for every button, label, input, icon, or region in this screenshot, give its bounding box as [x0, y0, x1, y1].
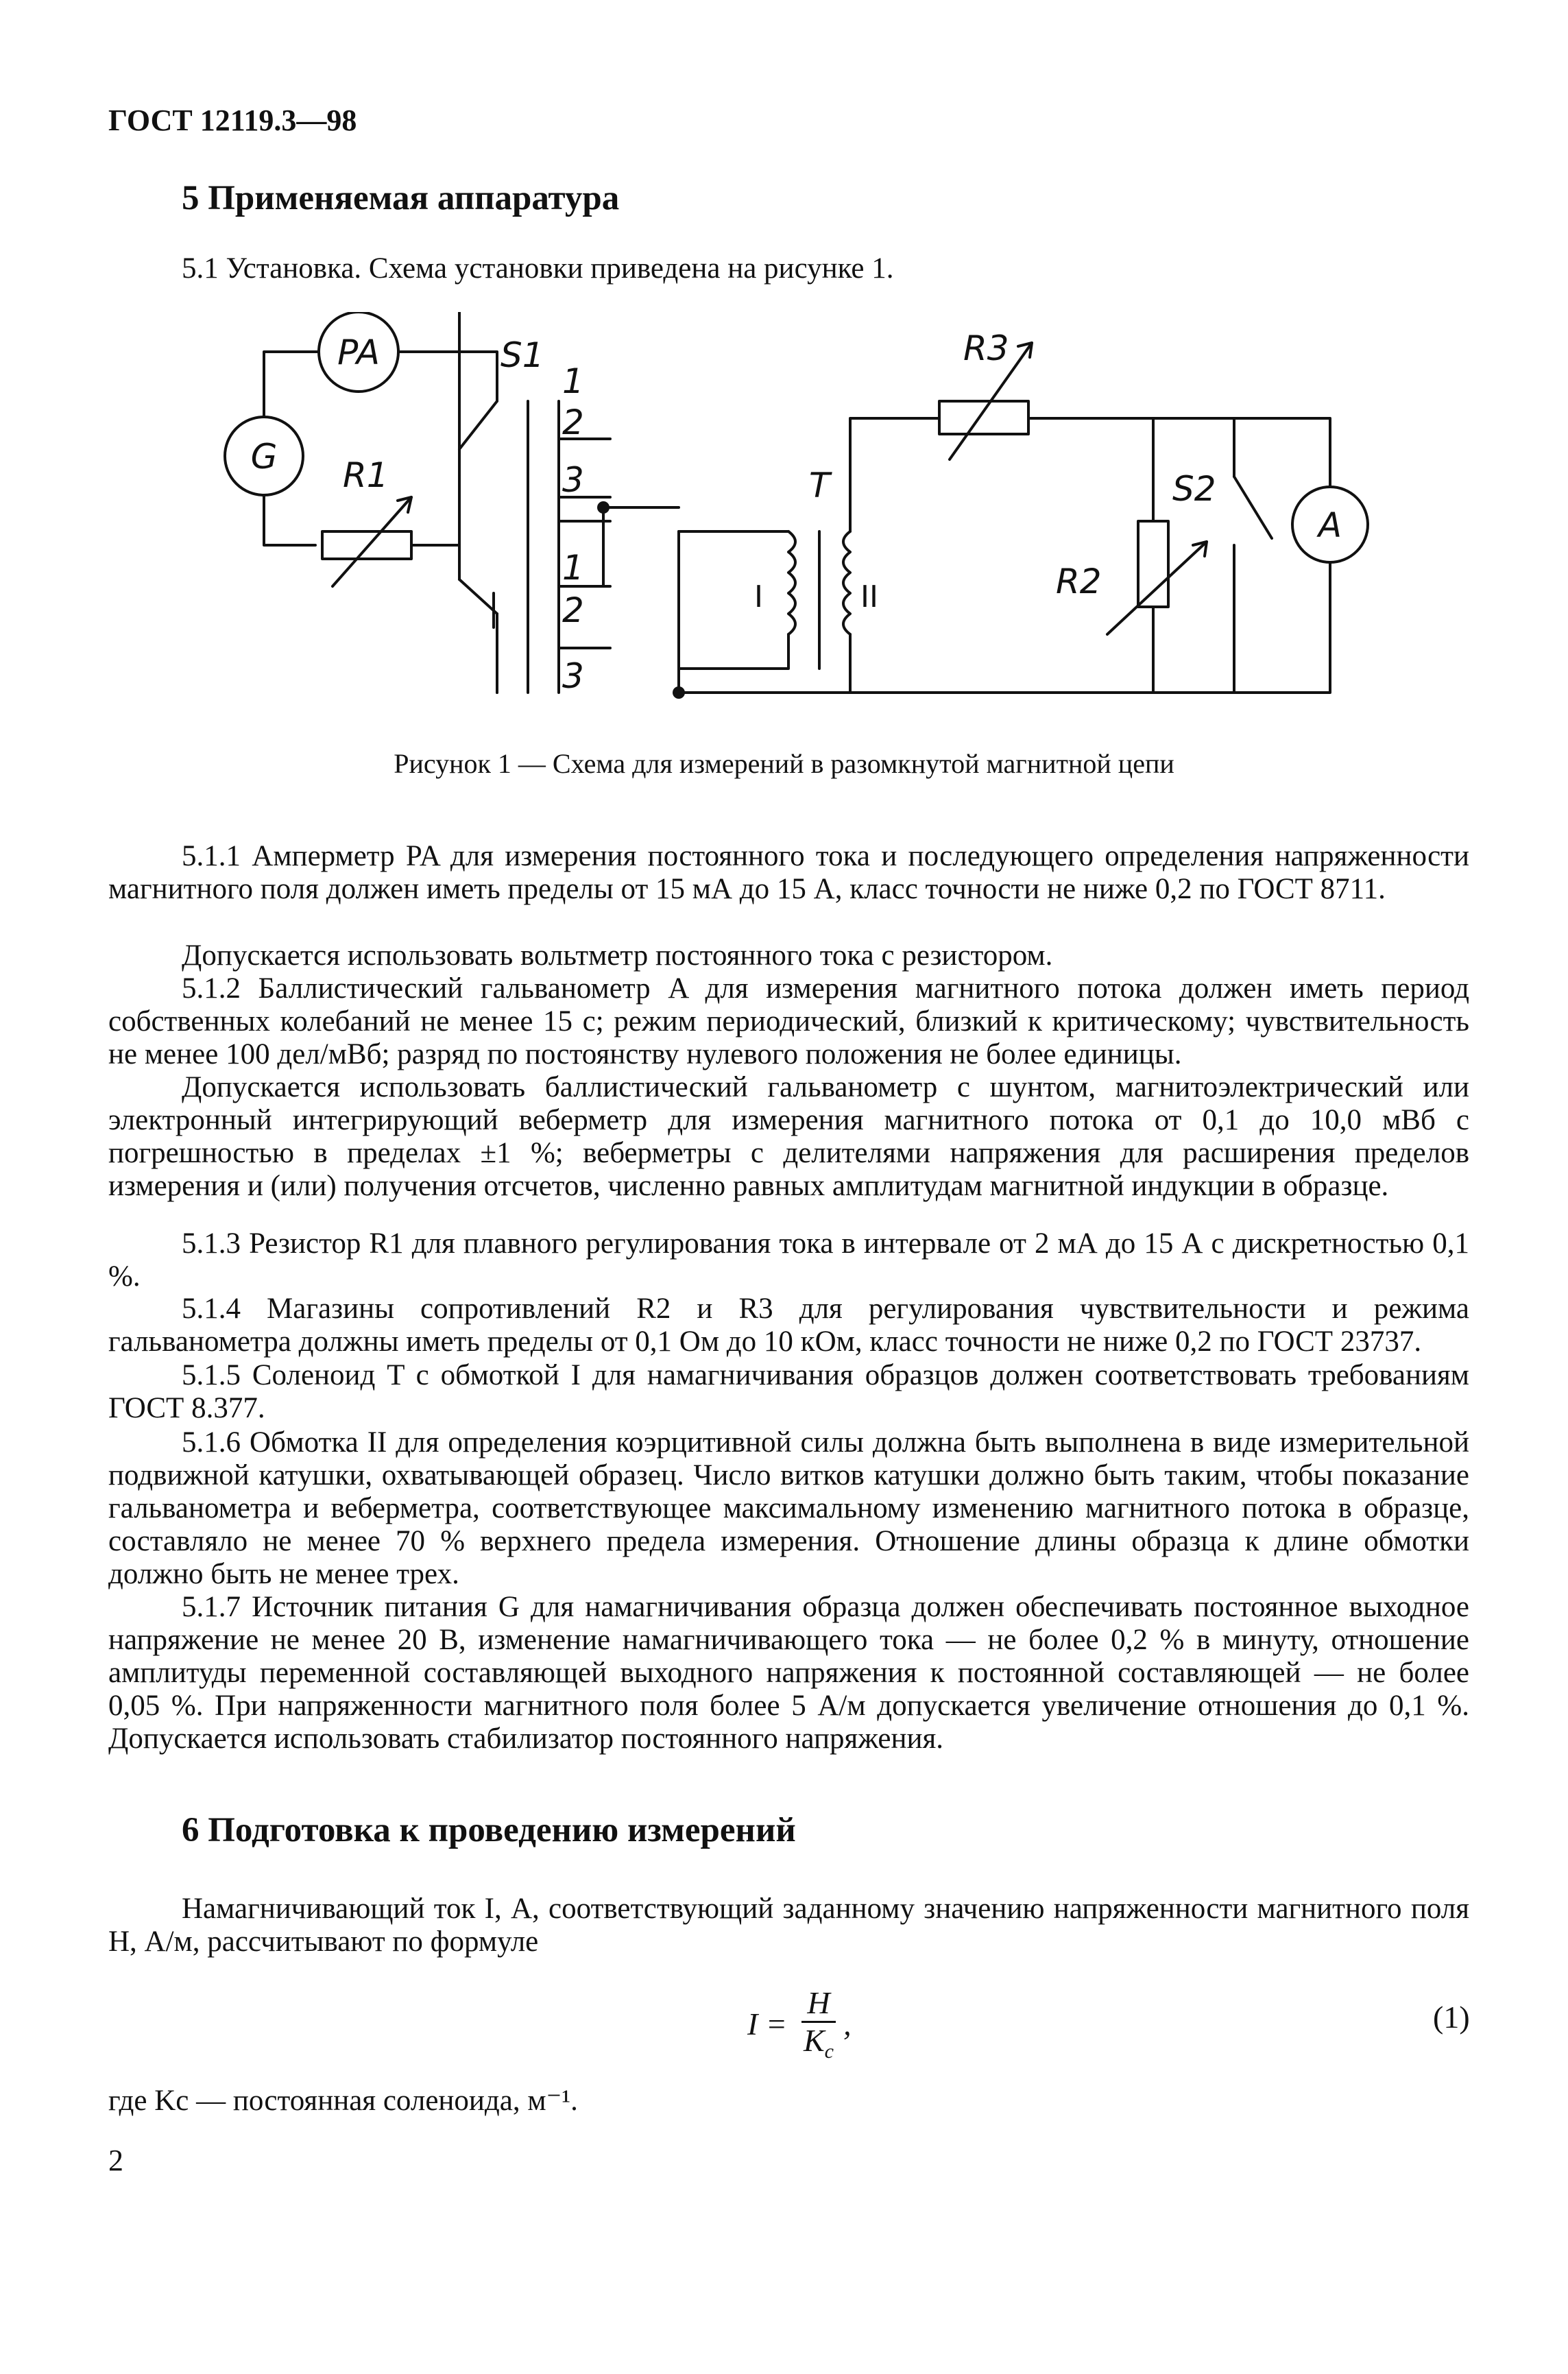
formula-lhs: I =: [747, 2006, 787, 2042]
paragraph-5-1-3: 5.1.3 Резистор R1 для плавного регулирования тока в интервале от 2 мА до 15 А с дискретностью 0,1 %.: [108, 1227, 1469, 1293]
label-contact-2-bottom: 2: [562, 590, 584, 630]
label-s2: S2: [1172, 469, 1216, 509]
paragraph-5-1-2: 5.1.2 Баллистический гальванометр A для измерения магнитного потока должен иметь период собственных колебаний не менее 15 с; режим периодический, близкий к критическому; чувствительность не менее 100 дел/мВб; разряд по постоянству нулевого положения не более единицы.: [108, 972, 1469, 1070]
junction-dot: [673, 686, 685, 699]
section-6-paragraph: Намагничивающий ток I, А, соответствующий заданному значению напряженности магнитного поля H, А/м, рассчитывают по формуле: [108, 1893, 1469, 1958]
label-contact-3-top: 3: [562, 460, 584, 500]
paragraph-5-1-5: 5.1.5 Соленоид T с обмоткой I для намагничивания образцов должен соответствовать требованиям ГОСТ 8.377.: [108, 1359, 1469, 1424]
resistor-r2-symbol: [1138, 521, 1168, 607]
formula-denominator: $K_c$: [803, 2023, 834, 2063]
figure-caption: Рисунок 1 — Схема для измерений в разомкнутой магнитной цепи: [394, 748, 1174, 779]
document-header: ГОСТ 12119.3—98: [108, 104, 357, 137]
paragraph-5-1-1-note: Допускается использовать вольтметр постоянного тока с резистором.: [182, 939, 1053, 972]
paragraph-5-1-6: 5.1.6 Обмотка II для определения коэрцитивной силы должна быть выполнена в виде измерительной подвижной катушки, охватывающей образец. Число витков катушки должно быть таким, чтобы показание гальванометра и веберметра, соответствующее максимальному изменению магнитного потока в образце, составляло не менее 70 % верхнего предела измерения. Отношение длины образца к длине обмотки должно быть не менее трех.: [108, 1426, 1469, 1590]
section-5-intro: 5.1 Установка. Схема установки приведена на рисунке 1.: [182, 252, 894, 285]
label-t: T: [809, 466, 830, 505]
section-6-title: 6 Подготовка к проведению измерений: [182, 1811, 796, 1849]
label-winding-i: I: [754, 579, 763, 614]
formula-1: [747, 1985, 852, 2070]
label-s1: S1: [500, 335, 544, 375]
label-r2: R2: [1056, 562, 1102, 601]
label-pa: PA: [337, 333, 380, 372]
label-contact-1-bottom: 1: [562, 548, 584, 588]
formula-fraction: [801, 1985, 835, 2070]
formula-where-note: где Kc — постоянная соленоида, м⁻¹.: [108, 2085, 578, 2117]
label-r3: R3: [963, 328, 1009, 368]
paragraph-5-1-1: 5.1.1 Амперметр PA для измерения постоянного тока и последующего определения напряженности магнитного поля должен иметь пределы от 15 мА до 15 А, класс точности не ниже 0,2 по ГОСТ 8711.: [108, 840, 1469, 905]
paragraph-5-1-7: 5.1.7 Источник питания G для намагничивания образца должен обеспечивать постоянное выходное напряжение не менее 20 В, изменение намагничивающего тока — не более 0,2 % в минуту, отношение амплитуды переменной составляющей выходного напряжения к постоянной составляющей — не более 0,05 %. При напряженности магнитного поля более 5 А/м допускается увеличение отношения до 0,1 %. Допускается использовать стабилизатор постоянного напряжения.: [108, 1591, 1469, 1755]
label-contact-2-top: 2: [562, 403, 584, 442]
label-contact-3-bottom: 3: [562, 656, 584, 696]
formula-numerator: H: [801, 1985, 835, 2023]
label-g: G: [250, 437, 278, 477]
label-r1: R1: [343, 455, 389, 495]
label-a: A: [1318, 505, 1342, 545]
label-contact-1-top: 1: [562, 361, 584, 401]
junction-dot: [597, 501, 610, 514]
resistor-r1-symbol: [322, 531, 411, 559]
equation-number: (1): [1433, 2000, 1470, 2035]
circuit-diagram: [199, 312, 1399, 723]
section-5-title: 5 Применяемая аппаратура: [182, 179, 620, 217]
resistor-r3-symbol: [939, 401, 1028, 434]
page-number: 2: [108, 2144, 123, 2177]
paragraph-5-1-2-note: Допускается использовать баллистический гальванометр с шунтом, магнитоэлектрический или электронный интегрирующий веберметр для измерения магнитного потока от 0,1 до 10,0 мВб с погрешностью в пределах ±1 %; веберметры с делителями напряжения для расширения пределов измерения и (или) получения отсчетов, численно равных амплитудам магнитной индукции в образце.: [108, 1071, 1469, 1202]
formula-trail: ,: [843, 2006, 852, 2042]
label-winding-ii: II: [860, 579, 878, 614]
paragraph-5-1-4: 5.1.4 Магазины сопротивлений R2 и R3 для регулирования чувствительности и режима гальванометра должны иметь пределы от 0,1 Ом до 10 кОм, класс точности не ниже 0,2 по ГОСТ 23737.: [108, 1293, 1469, 1358]
